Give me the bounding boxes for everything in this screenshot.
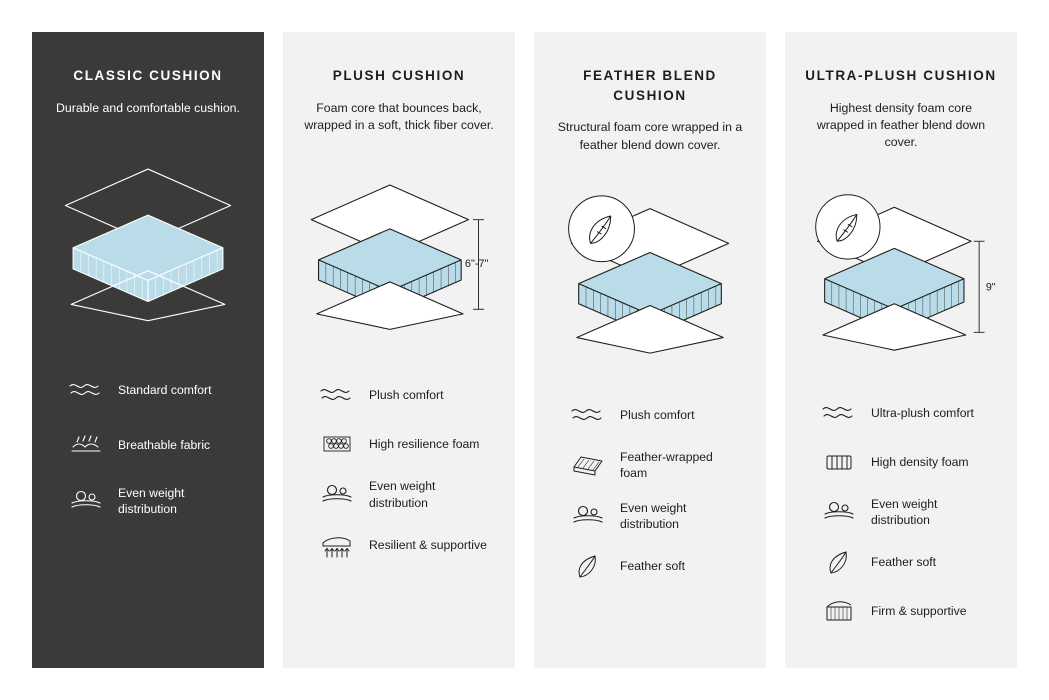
feature-item (568, 400, 746, 430)
feature-list (554, 400, 746, 600)
card-description: Structural foam core wrapped in a feather blend down cover. (557, 120, 743, 152)
even-weight-distribution-icon (568, 501, 608, 531)
card-title: PLUSH CUSHION (332, 68, 466, 83)
card-feather-blend-cushion (534, 32, 766, 668)
high-density-foam-icon (819, 447, 859, 477)
card-description: Durable and comfortable cushion. (56, 100, 240, 115)
feature-label: Ultra-plush comfort (871, 405, 974, 420)
cushion-diagram-plush (303, 144, 495, 374)
height-dimension-line (974, 242, 985, 333)
feature-item (568, 551, 746, 581)
feature-list (805, 398, 997, 645)
cushion-diagram-feather-blend (554, 164, 746, 394)
feature-item (66, 430, 244, 460)
feature-label: Even weight distribution (118, 486, 185, 517)
even-weight-distribution-icon (819, 497, 859, 527)
card-title: CLASSIC CUSHION (73, 68, 223, 83)
card-plush-cushion (283, 32, 515, 668)
exploded-cushion-illustration (554, 182, 746, 377)
exploded-cushion-illustration (303, 164, 495, 354)
feature-item (819, 447, 997, 477)
feature-label: Firm & supportive (871, 604, 967, 619)
feature-item (819, 398, 997, 428)
feature-label: High density foam (871, 454, 969, 469)
feature-item (819, 496, 997, 528)
feature-label: Feather soft (871, 555, 937, 570)
feature-label: Feather-wrapped foam (620, 450, 713, 481)
feature-item (317, 380, 495, 410)
even-weight-distribution-icon (66, 486, 106, 516)
feature-item (317, 478, 495, 510)
card-ultra-plush-cushion (785, 32, 1017, 668)
feature-label: Plush comfort (620, 407, 695, 422)
wave-comfort-icon (317, 380, 357, 410)
card-description: Highest density foam core wrapped in feather blend down cover. (816, 100, 986, 150)
exploded-cushion-illustration (52, 152, 244, 332)
feather-wrapped-foam-icon (568, 450, 608, 480)
exploded-cushion-illustration (805, 179, 997, 374)
feature-label: Even weight distribution (369, 479, 436, 510)
feature-label: Breathable fabric (118, 437, 211, 452)
cushion-diagram-classic (52, 127, 244, 357)
feature-label: Feather soft (620, 559, 686, 574)
feature-item (568, 500, 746, 532)
feature-item (317, 530, 495, 560)
feature-item (66, 485, 244, 517)
card-classic-cushion (32, 32, 264, 668)
feature-item (66, 375, 244, 405)
feature-item (819, 596, 997, 626)
leaf-icon (819, 547, 859, 577)
even-weight-distribution-icon (317, 480, 357, 510)
leaf-badge (569, 195, 635, 261)
leaf-icon (568, 551, 608, 581)
wave-comfort-icon (568, 400, 608, 430)
feature-label: Resilient & supportive (369, 537, 487, 552)
feature-label: High resilience foam (369, 437, 480, 452)
feature-label: Even weight distribution (620, 501, 687, 532)
high-resilience-foam-icon (317, 429, 357, 459)
breathable-fabric-icon (66, 430, 106, 460)
feature-item (568, 449, 746, 481)
feature-item (819, 547, 997, 577)
firm-supportive-icon (819, 596, 859, 626)
feature-list (303, 380, 495, 578)
card-description: Foam core that bounces back, wrapped in a soft, thick fiber cover. (304, 100, 494, 133)
feature-list (52, 375, 244, 542)
leaf-badge (816, 195, 880, 259)
foam-core-layer (73, 215, 223, 301)
feature-label: Plush comfort (369, 388, 444, 403)
wave-comfort-icon (819, 398, 859, 428)
feature-label: Standard comfort (118, 382, 212, 397)
cushion-diagram-ultra-plush (805, 162, 997, 392)
feature-item (317, 429, 495, 459)
resilient-supportive-icon (317, 530, 357, 560)
card-title: ULTRA-PLUSH CUSHION (805, 68, 997, 83)
height-label: 9" (985, 281, 996, 294)
wave-comfort-icon (66, 375, 106, 405)
height-label: 6"-7" (464, 258, 489, 271)
feature-label: Even weight distribution (871, 496, 938, 528)
card-title: FEATHER BLEND CUSHION (583, 68, 717, 103)
